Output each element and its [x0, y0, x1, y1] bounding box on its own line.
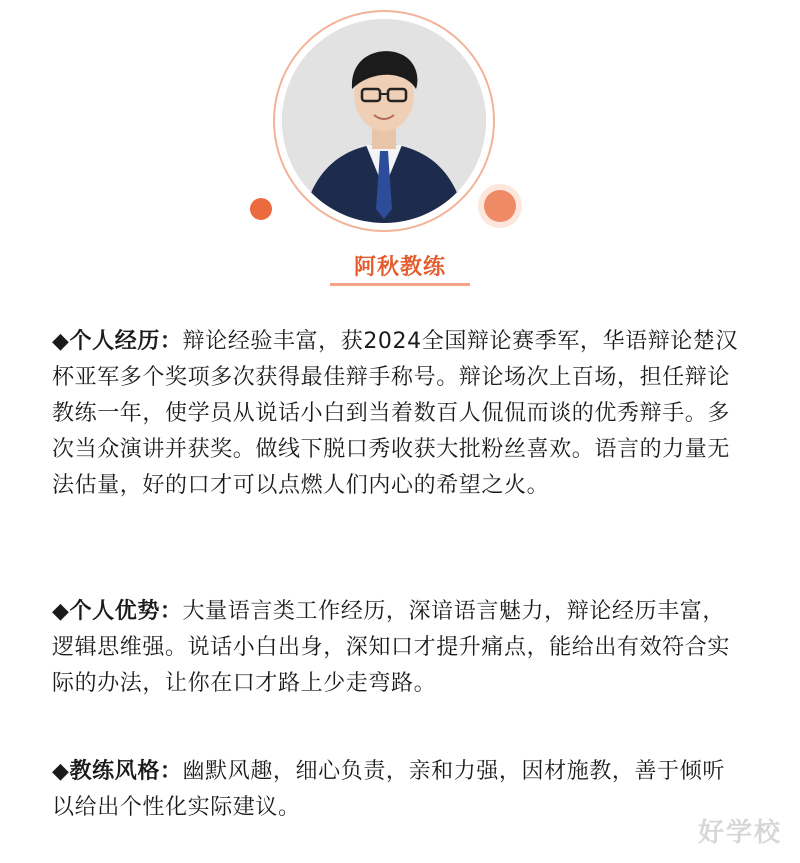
decorative-dot-left — [250, 198, 272, 220]
section-experience-label: ◆个人经历： — [52, 329, 183, 354]
watermark: 好学校 — [697, 818, 782, 848]
section-style-label: ◆教练风格： — [52, 759, 183, 784]
section-experience-text: 辩论经验丰富，获2024全国辩论赛季军，华语辩论楚汉杯亚军多个奖项多次获得最佳辩手称号。辩论场次上百场，担任辩论教练一年，使学员从说话小白到当着数百人侃侃而谈的优秀辩手。多次当众演讲并获奖。做线下脱口秀收获大批粉丝喜欢。语言的力量无法估量，好的口才可以点燃人们内心的希望之火。 — [52, 329, 739, 498]
section-advantages-label: ◆个人优势： — [52, 599, 183, 624]
section-experience — [52, 324, 742, 504]
decorative-dot-right — [478, 184, 522, 228]
section-style-text: 幽默风趣，细心负责，亲和力强，因材施教，善于倾听以给出个性化实际建议。 — [52, 759, 725, 820]
section-advantages-text: 大量语言类工作经历，深谙语言魅力，辩论经历丰富，逻辑思维强。说话小白出身，深知口才提升痛点，能给出有效符合实际的办法，让你在口才路上少走弯路。 — [52, 599, 731, 696]
name-underline — [330, 283, 470, 286]
coach-name: 阿秋教练 — [353, 255, 446, 280]
coach-portrait — [282, 19, 486, 223]
section-advantages — [52, 594, 742, 702]
section-style — [52, 754, 742, 826]
